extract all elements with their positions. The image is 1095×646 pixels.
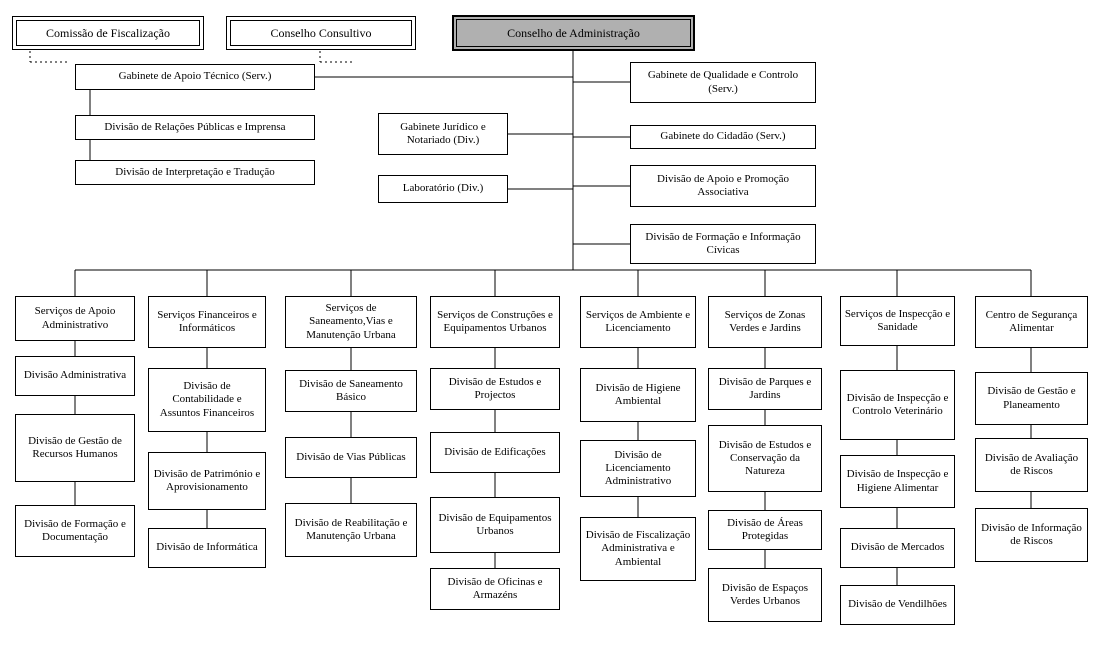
node-divisao-informatica: Divisão de Informática <box>148 528 266 568</box>
node-servicos-inspeccao-sanidade: Serviços de Inspecção e Sanidade <box>840 296 955 346</box>
node-servicos-apoio-administrativo: Serviços de Apoio Administrativo <box>15 296 135 341</box>
node-divisao-edificacoes: Divisão de Edificações <box>430 432 560 473</box>
node-divisao-gestao-planeamento: Divisão de Gestão e Planeamento <box>975 372 1088 425</box>
node-comissao-fiscalizacao-label: Comissão de Fiscalização <box>16 20 200 46</box>
node-gabinete-cidadao: Gabinete do Cidadão (Serv.) <box>630 125 816 149</box>
node-servicos-saneamento-vias: Serviços de Saneamento,Vias e Manutenção Urbana <box>285 296 417 348</box>
node-divisao-vendilhoes: Divisão de Vendilhões <box>840 585 955 625</box>
node-divisao-oficinas-armazens: Divisão de Oficinas e Armazéns <box>430 568 560 610</box>
node-centro-seguranca-alimentar: Centro de Segurança Alimentar <box>975 296 1088 348</box>
node-divisao-inspeccao-higiene-alimentar: Divisão de Inspecção e Higiene Alimentar <box>840 455 955 508</box>
node-divisao-espacos-verdes: Divisão de Espaços Verdes Urbanos <box>708 568 822 622</box>
node-gabinete-apoio-tecnico: Gabinete de Apoio Técnico (Serv.) <box>75 64 315 90</box>
node-conselho-administracao <box>452 15 695 51</box>
node-divisao-estudos-conservacao: Divisão de Estudos e Conservação da Natureza <box>708 425 822 492</box>
node-laboratorio: Laboratório (Div.) <box>378 175 508 203</box>
node-comissao-fiscalizacao <box>12 16 204 50</box>
node-divisao-contabilidade: Divisão de Contabilidade e Assuntos Financeiros <box>148 368 266 432</box>
node-divisao-patrimonio: Divisão de Património e Aprovisionamento <box>148 452 266 510</box>
node-divisao-fiscalizacao: Divisão de Fiscalização Administrativa e Ambiental <box>580 517 696 581</box>
node-divisao-higiene-ambiental: Divisão de Higiene Ambiental <box>580 368 696 422</box>
node-divisao-informacao-riscos: Divisão de Informação de Riscos <box>975 508 1088 562</box>
node-divisao-apoio-promocao: Divisão de Apoio e Promoção Associativa <box>630 165 816 207</box>
node-divisao-administrativa: Divisão Administrativa <box>15 356 135 396</box>
node-conselho-consultivo-label: Conselho Consultivo <box>230 20 412 46</box>
node-conselho-administracao-label: Conselho de Administração <box>456 19 691 47</box>
node-divisao-inspeccao-veterinario: Divisão de Inspecção e Controlo Veterinário <box>840 370 955 440</box>
node-divisao-relacoes-publicas: Divisão de Relações Públicas e Imprensa <box>75 115 315 140</box>
node-gabinete-juridico-notariado: Gabinete Jurídico e Notariado (Div.) <box>378 113 508 155</box>
node-servicos-construcoes-equipamentos: Serviços de Construções e Equipamentos Urbanos <box>430 296 560 348</box>
node-servicos-financeiros-informaticos: Serviços Financeiros e Informáticos <box>148 296 266 348</box>
node-divisao-interpretacao-traducao: Divisão de Interpretação e Tradução <box>75 160 315 185</box>
node-conselho-consultivo <box>226 16 416 50</box>
node-divisao-reabilitacao: Divisão de Reabilitação e Manutenção Urbana <box>285 503 417 557</box>
node-gabinete-qualidade-controlo: Gabinete de Qualidade e Controlo (Serv.) <box>630 62 816 103</box>
node-divisao-licenciamento-administrativo: Divisão de Licenciamento Administrativo <box>580 440 696 497</box>
node-servicos-zonas-verdes: Serviços de Zonas Verdes e Jardins <box>708 296 822 348</box>
node-divisao-avaliacao-riscos: Divisão de Avaliação de Riscos <box>975 438 1088 492</box>
node-divisao-gestao-recursos-humanos: Divisão de Gestão de Recursos Humanos <box>15 414 135 482</box>
node-servicos-ambiente-licenciamento: Serviços de Ambiente e Licenciamento <box>580 296 696 348</box>
node-divisao-formacao-documentacao: Divisão de Formação e Documentação <box>15 505 135 557</box>
node-divisao-mercados: Divisão de Mercados <box>840 528 955 568</box>
node-divisao-parques-jardins: Divisão de Parques e Jardins <box>708 368 822 410</box>
node-divisao-vias-publicas: Divisão de Vias Públicas <box>285 437 417 478</box>
node-divisao-estudos-projectos: Divisão de Estudos e Projectos <box>430 368 560 410</box>
node-divisao-equipamentos-urbanos: Divisão de Equipamentos Urbanos <box>430 497 560 553</box>
node-divisao-areas-protegidas: Divisão de Áreas Protegidas <box>708 510 822 550</box>
node-divisao-formacao-civicas: Divisão de Formação e Informação Cívicas <box>630 224 816 264</box>
node-divisao-saneamento-basico: Divisão de Saneamento Básico <box>285 370 417 412</box>
